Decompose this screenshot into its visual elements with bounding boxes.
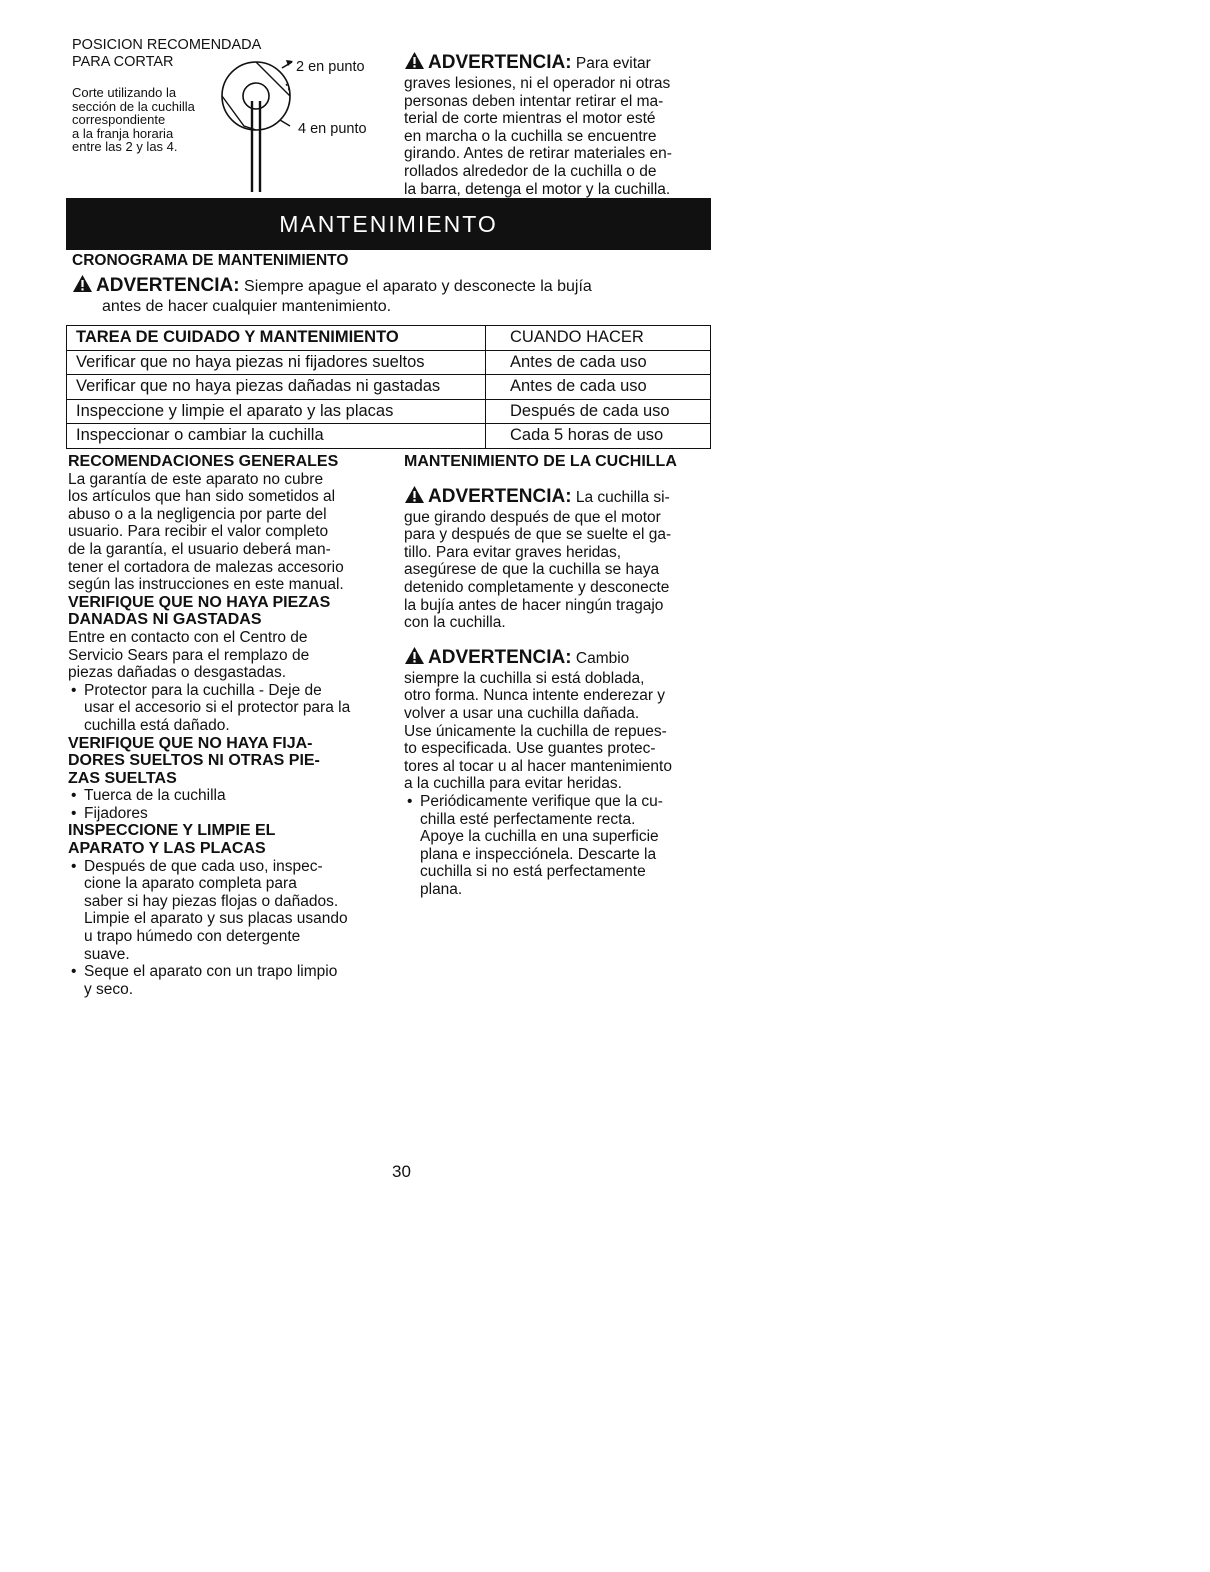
text-line: piezas dañadas o desgastadas. xyxy=(68,664,287,682)
bullet-line: • Seque el aparato con un trapo limpio xyxy=(84,963,338,981)
text-line: La garantía de este aparato no cubre xyxy=(68,470,324,488)
warning-body xyxy=(404,75,724,198)
schedule-warning xyxy=(72,274,592,317)
figure-title-2: PARA CORTAR xyxy=(72,54,174,70)
trimmer-blade-drawing xyxy=(216,56,296,196)
top-warning xyxy=(404,51,724,198)
warning-lead: Cambio xyxy=(575,649,630,667)
figure-title-1: POSICION RECOMENDADA xyxy=(72,37,262,53)
table-row xyxy=(67,399,711,424)
fasteners-bullet: • Fijadores xyxy=(68,805,388,823)
figure-caption-line: a la franja horaria xyxy=(72,125,174,141)
inspect-bullet xyxy=(68,858,388,964)
section-banner: MANTENIMIENTO xyxy=(66,198,711,250)
blade-nut-bullet: • Tuerca de la cuchilla xyxy=(68,787,388,805)
task-cell: Verificar que no haya piezas dañadas ni gastadas xyxy=(67,375,486,400)
warning-line: detenido completamente y desconecte xyxy=(404,578,670,596)
warning-line: graves lesiones, ni el operador ni otras xyxy=(404,75,671,92)
warning-line: personas deben intentar retirar el ma- xyxy=(404,92,664,110)
warning-icon xyxy=(404,485,425,504)
text-line: según las instrucciones en este manual. xyxy=(68,576,344,594)
bullet-line: u trapo húmedo con detergente xyxy=(84,928,301,946)
table-row xyxy=(67,350,711,375)
warning-line: Use únicamente la cuchilla de repues- xyxy=(404,722,667,740)
dry-bullet xyxy=(68,963,388,998)
warning-line: tillo. Para evitar graves heridas, xyxy=(404,543,622,561)
when-cell: Después de cada uso xyxy=(486,399,711,424)
warning-line: terial de corte mientras el motor esté xyxy=(404,110,656,128)
table-row xyxy=(67,424,711,449)
heading-line: DANADAS NI GASTADAS xyxy=(68,611,262,629)
figure-caption-line: entre las 2 y las 4. xyxy=(72,139,178,155)
left-column xyxy=(68,453,388,998)
warning-text-1: Siempre apague el aparato y desconecte la bujía xyxy=(244,278,592,295)
general-recommendations-text xyxy=(68,471,388,594)
damaged-parts-text xyxy=(68,629,388,682)
warning-label: ADVERTENCIA: xyxy=(428,52,572,73)
bullet-line: Apoye la cuchilla en una superficie xyxy=(420,828,659,846)
label-4-oclock: 4 en punto xyxy=(298,121,367,137)
warning-line: volver a usar una cuchilla dañada. xyxy=(404,704,640,722)
warning-line: siempre la cuchilla si está doblada, xyxy=(404,669,645,687)
bullet-line: cuchilla si no está perfectamente xyxy=(420,863,646,881)
right-column xyxy=(404,453,724,898)
figure-caption-line: correspondiente xyxy=(72,112,166,128)
figure-caption-line: Corte utilizando la xyxy=(72,85,177,100)
heading-line: INSPECCIONE Y LIMPIE EL xyxy=(68,822,276,840)
warning-line: to especificada. Use guantes protec- xyxy=(404,740,656,758)
label-2-oclock: 2 en punto xyxy=(296,59,365,75)
bullet-line: saber si hay piezas flojas o dañados. xyxy=(84,892,339,910)
bullet-line: cione la aparato completa para xyxy=(84,875,297,893)
text-line: Entre en contacto con el Centro de xyxy=(68,628,308,646)
warning-line: en marcha o la cuchilla se encuentre xyxy=(404,127,657,145)
warning-line: la barra, detenga el motor y la cuchilla. xyxy=(404,180,671,198)
warning-label: ADVERTENCIA: xyxy=(428,485,572,507)
warning-line: con la cuchilla. xyxy=(404,614,506,632)
warning-icon xyxy=(72,274,93,293)
text-line: los artículos que han sido sometidos al xyxy=(68,488,336,506)
bullet-line: plana e inspecciónela. Descarte la xyxy=(420,845,657,863)
warning-text-2: antes de hacer cualquier mantenimiento. xyxy=(102,298,392,315)
figure-caption-line: sección de la cuchilla xyxy=(72,98,195,114)
bullet-line: y seco. xyxy=(84,980,134,998)
table-header-row xyxy=(67,326,711,351)
figure-caption xyxy=(72,86,195,154)
blade-warning-1-text xyxy=(404,509,724,632)
warning-icon xyxy=(404,646,425,665)
inspect-clean-heading xyxy=(68,822,388,857)
task-cell: Inspeccionar o cambiar la cuchilla xyxy=(67,424,486,449)
text-line: de la garantía, el usuario deberá man- xyxy=(68,540,331,558)
text-line: abuso o a la negligencia por parte del xyxy=(68,505,327,523)
warning-lead: La cuchilla si- xyxy=(575,488,670,506)
text-line: tener el cortadora de malezas accesorio xyxy=(68,558,344,576)
heading-line: VERIFIQUE QUE NO HAYA PIEZAS xyxy=(68,593,331,611)
bullet-line: plana. xyxy=(420,880,463,898)
warning-line: otro forma. Nunca intente enderezar y xyxy=(404,687,666,705)
heading-line: ZAS SUELTAS xyxy=(68,769,177,787)
general-recommendations-heading: RECOMENDACIONES GENERALES xyxy=(68,453,339,470)
schedule-heading: CRONOGRAMA DE MANTENIMIENTO xyxy=(72,252,349,269)
bullet-line: Limpie el aparato y sus placas usando xyxy=(84,910,348,928)
warning-line: la bujía antes de hacer ningún tragajo xyxy=(404,596,664,614)
page-number: 30 xyxy=(392,1162,411,1181)
when-cell: Antes de cada uso xyxy=(486,350,711,375)
bullet-line: chilla esté perfectamente recta. xyxy=(420,810,636,828)
warning-icon xyxy=(404,51,425,70)
warning-line: tores al tocar u al hacer mantenimiento xyxy=(404,757,672,775)
warning-label: ADVERTENCIA: xyxy=(96,275,240,296)
warning-line: rollados alrededor de la cuchilla o de xyxy=(404,162,657,180)
cutting-position-figure xyxy=(72,38,382,188)
warning-line: a la cuchilla para evitar heridas. xyxy=(404,775,622,793)
blade-guard-bullet xyxy=(68,682,388,735)
loose-fasteners-heading xyxy=(68,735,388,788)
task-cell: TAREA DE CUIDADO Y MANTENIMIENTO xyxy=(67,326,486,351)
maintenance-table xyxy=(66,325,711,449)
warning-line: girando. Antes de retirar materiales en- xyxy=(404,145,672,163)
text-line: Servicio Sears para el remplazo de xyxy=(68,646,310,664)
heading-line: DORES SUELTOS NI OTRAS PIE- xyxy=(68,752,320,770)
warning-line: para y después de que se suelte el ga- xyxy=(404,526,672,544)
bullet-line: suave. xyxy=(84,945,130,963)
when-cell: CUANDO HACER xyxy=(486,326,711,351)
damaged-parts-heading xyxy=(68,594,388,629)
warning-line: asegúrese de que la cuchilla se haya xyxy=(404,561,660,579)
bullet-line: • Protector para la cuchilla - Deje de xyxy=(84,681,322,699)
heading-line: VERIFIQUE QUE NO HAYA FIJA- xyxy=(68,734,313,752)
bullet-line: • Después de que cada uso, inspec- xyxy=(84,857,323,875)
warning-lead: Para evitar xyxy=(575,55,651,72)
blade-check-bullet xyxy=(404,793,724,899)
heading-line: APARATO Y LAS PLACAS xyxy=(68,840,266,858)
text-line: usuario. Para recibir el valor completo xyxy=(68,523,329,541)
bullet-line: cuchilla está dañado. xyxy=(84,716,230,734)
when-cell: Cada 5 horas de uso xyxy=(486,424,711,449)
table-row xyxy=(67,375,711,400)
task-cell: Verificar que no haya piezas ni fijadores sueltos xyxy=(67,350,486,375)
blade-maintenance-heading: MANTENIMIENTO DE LA CUCHILLA xyxy=(404,453,677,470)
bullet-line: usar el accesorio si el protector para la xyxy=(84,699,351,717)
task-cell: Inspeccione y limpie el aparato y las placas xyxy=(67,399,486,424)
blade-warning-2-text xyxy=(404,670,724,793)
when-cell: Antes de cada uso xyxy=(486,375,711,400)
warning-label: ADVERTENCIA: xyxy=(428,646,572,668)
bullet-line: • Periódicamente verifique que la cu- xyxy=(420,792,663,810)
warning-line: gue girando después de que el motor xyxy=(404,508,661,526)
